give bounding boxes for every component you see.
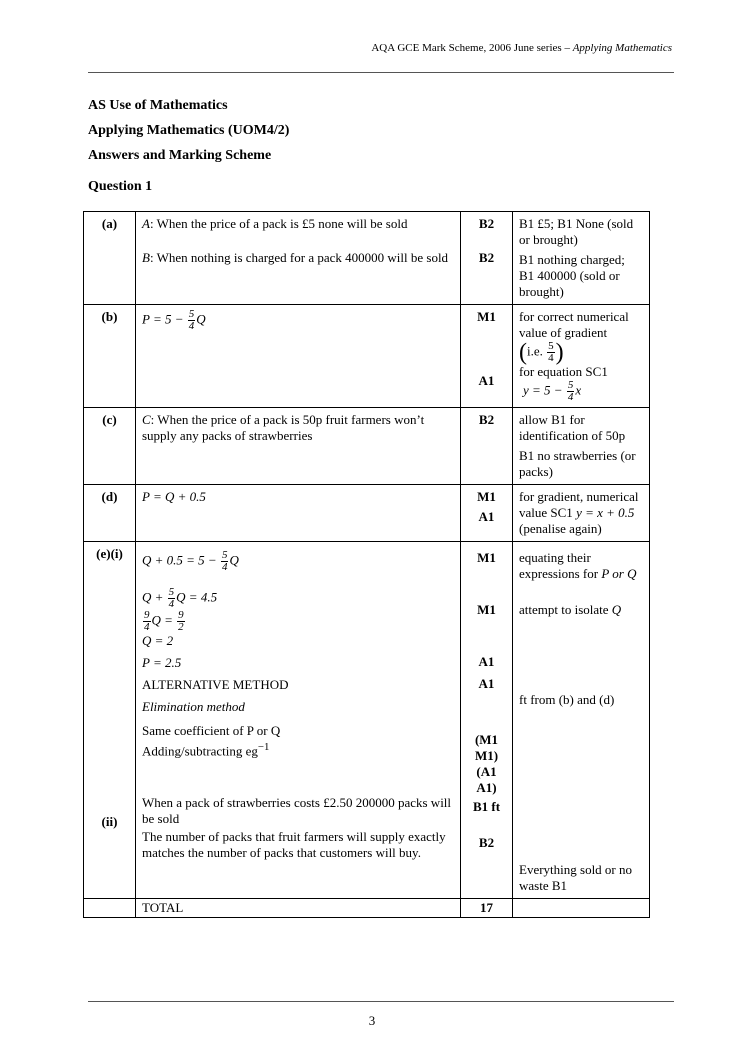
var-a: A bbox=[142, 216, 150, 231]
empty-cell bbox=[84, 899, 136, 918]
denominator: 4 bbox=[188, 320, 195, 332]
answer-text: : When the price of a pack is 50p fruit farmers won’t supply any packs of strawberries bbox=[142, 412, 425, 443]
table-row bbox=[84, 485, 650, 542]
heading-3: Answers and Marking Scheme bbox=[88, 148, 272, 163]
headings bbox=[88, 93, 289, 168]
mark: A1 bbox=[478, 676, 495, 691]
header-text: AQA GCE Mark Scheme, 2006 June series – bbox=[371, 42, 570, 54]
paren-close: ) bbox=[555, 339, 564, 366]
denominator: 4 bbox=[144, 621, 150, 633]
header-italic: Applying Mathematics bbox=[572, 42, 672, 54]
sc-equation: y = x + 0.5 bbox=[576, 505, 635, 520]
header-rule bbox=[88, 72, 674, 73]
equation bbox=[142, 550, 454, 573]
mark: (M1 bbox=[474, 732, 499, 747]
numerator: 9 bbox=[144, 609, 150, 621]
eq-part: x bbox=[575, 382, 582, 398]
equation: Q = 2 bbox=[142, 633, 174, 648]
total-mark: 17 bbox=[461, 899, 513, 918]
answer-text: The number of packs that fruit farmers will supply exactly matches the number of packs that customers will buy. bbox=[142, 829, 446, 861]
answer-cell bbox=[136, 408, 461, 485]
superscript: −1 bbox=[257, 741, 270, 753]
marks-cell bbox=[461, 485, 513, 542]
running-header bbox=[371, 42, 672, 54]
denominator: 4 bbox=[221, 561, 228, 573]
answer-text: : When nothing is charged for a pack 400000 will be sold bbox=[149, 250, 449, 265]
table-row bbox=[84, 305, 650, 408]
fraction bbox=[547, 341, 555, 364]
comment: B1 nothing charged; bbox=[519, 252, 625, 267]
answer-cell bbox=[136, 212, 461, 305]
paren-open: ( bbox=[519, 339, 527, 366]
answer-cell: P = Q + 0.5 bbox=[136, 485, 461, 542]
denominator: 2 bbox=[178, 621, 184, 633]
mark: B2 bbox=[478, 250, 495, 265]
mark-scheme-table bbox=[83, 211, 650, 918]
fraction bbox=[143, 610, 151, 633]
eq-part: Q + 0.5 = 5 − bbox=[142, 552, 217, 568]
eq-part: y = 5 − bbox=[523, 382, 563, 398]
alt-step-text: Adding/subtracting eg bbox=[142, 743, 258, 759]
eq-part: Q = bbox=[151, 612, 173, 628]
mark: M1) bbox=[474, 748, 499, 763]
comment: B1 no strawberries (or packs) bbox=[519, 448, 636, 479]
fraction bbox=[188, 309, 196, 332]
part-label bbox=[84, 542, 136, 899]
alt-step bbox=[142, 739, 454, 759]
denominator: 4 bbox=[548, 352, 554, 364]
mark: A1) bbox=[476, 780, 497, 795]
mark: B2 bbox=[478, 216, 495, 231]
question-heading: Question 1 bbox=[88, 179, 153, 194]
mark: B2 bbox=[478, 835, 495, 850]
numerator: 5 bbox=[221, 549, 228, 561]
eq-part: Q bbox=[229, 552, 239, 568]
footer-rule bbox=[88, 1001, 674, 1002]
comment: allow B1 for identification of 50p bbox=[519, 412, 626, 443]
part-label: (a) bbox=[84, 212, 136, 305]
comment-text: equating their expressions for bbox=[519, 550, 599, 581]
comment: Everything sold or no waste B1 bbox=[519, 862, 633, 893]
marks-cell: B2 bbox=[461, 408, 513, 485]
eq-part: P = 5 − bbox=[142, 311, 184, 327]
total-label: TOTAL bbox=[136, 899, 461, 918]
mark: A1 bbox=[478, 509, 495, 524]
comment: for gradient, numerical value SC1 bbox=[519, 489, 639, 520]
ie-expression bbox=[519, 341, 643, 364]
comment: for correct numerical value of gradient bbox=[519, 309, 629, 340]
answer-cell bbox=[136, 305, 461, 408]
mark: B1 ft bbox=[472, 799, 501, 814]
alt-method-heading: ALTERNATIVE METHOD bbox=[142, 677, 289, 692]
fraction bbox=[221, 550, 229, 573]
comment: B1 £5; B1 None (sold or brought) bbox=[519, 216, 634, 247]
equation: P = 2.5 bbox=[142, 655, 182, 670]
ie-text: i.e. bbox=[527, 343, 543, 359]
comment: B1 400000 (sold or brought) bbox=[519, 268, 620, 299]
fraction bbox=[567, 380, 575, 403]
comments-cell bbox=[513, 408, 650, 485]
comment: (penalise again) bbox=[519, 521, 602, 536]
mark: M1 bbox=[477, 309, 496, 324]
numerator: 5 bbox=[168, 586, 175, 598]
denominator: 4 bbox=[168, 598, 175, 610]
numerator: 5 bbox=[567, 379, 574, 391]
heading-1: AS Use of Mathematics bbox=[88, 98, 228, 113]
mark: M1 bbox=[477, 602, 496, 617]
marks-cell bbox=[461, 542, 513, 899]
table-row bbox=[84, 408, 650, 485]
numerator: 5 bbox=[188, 308, 195, 320]
numerator: 9 bbox=[178, 609, 184, 621]
heading-2: Applying Mathematics (UOM4/2) bbox=[88, 123, 290, 138]
var-c: C bbox=[142, 412, 151, 427]
comment bbox=[519, 550, 643, 582]
empty-cell bbox=[513, 899, 650, 918]
marks-cell bbox=[461, 212, 513, 305]
marks-cell bbox=[461, 305, 513, 408]
comment: ft from (b) and (d) bbox=[519, 692, 615, 707]
table-row bbox=[84, 542, 650, 899]
part-i: (e)(i) bbox=[96, 546, 123, 561]
eq-part: Q = 4.5 bbox=[176, 589, 218, 605]
equation bbox=[142, 309, 454, 332]
var-b: B bbox=[142, 250, 150, 265]
answer-text: : When the price of a pack is £5 none will be sold bbox=[149, 216, 408, 231]
denominator: 4 bbox=[567, 391, 574, 403]
answer-text: When a pack of strawberries costs £2.50 200000 packs will be sold bbox=[142, 795, 452, 827]
part-label: (c) bbox=[84, 408, 136, 485]
comments-cell bbox=[513, 305, 650, 408]
comment: for equation SC1 bbox=[519, 364, 608, 379]
comment bbox=[519, 602, 643, 618]
comment-italic: Q bbox=[611, 602, 622, 617]
comments-cell bbox=[513, 542, 650, 899]
page-number: 3 bbox=[368, 1013, 376, 1028]
comments-cell bbox=[513, 212, 650, 305]
total-row bbox=[84, 899, 650, 918]
part-label: (b) bbox=[84, 305, 136, 408]
eq-part: Q bbox=[196, 311, 206, 327]
part-ii: (ii) bbox=[101, 814, 118, 829]
elimination-label: Elimination method bbox=[142, 699, 245, 714]
alt-step: Same coefficient of P or Q bbox=[142, 723, 281, 738]
comment-italic: P or Q bbox=[601, 566, 637, 581]
numerator: 5 bbox=[548, 340, 554, 352]
mark: A1 bbox=[478, 373, 495, 388]
sc-equation bbox=[519, 380, 643, 403]
comments-cell bbox=[513, 485, 650, 542]
fraction bbox=[177, 610, 185, 633]
mark: (A1 bbox=[476, 764, 497, 779]
answer-cell bbox=[136, 542, 461, 899]
fraction bbox=[168, 587, 176, 610]
mark: M1 bbox=[477, 550, 496, 565]
eq-part: Q + bbox=[142, 589, 164, 605]
equation bbox=[142, 587, 454, 610]
comment-text: attempt to isolate bbox=[519, 602, 609, 617]
mark: A1 bbox=[478, 654, 495, 669]
table-row bbox=[84, 212, 650, 305]
equation bbox=[142, 610, 454, 633]
mark: M1 bbox=[477, 489, 496, 504]
part-label: (d) bbox=[84, 485, 136, 542]
